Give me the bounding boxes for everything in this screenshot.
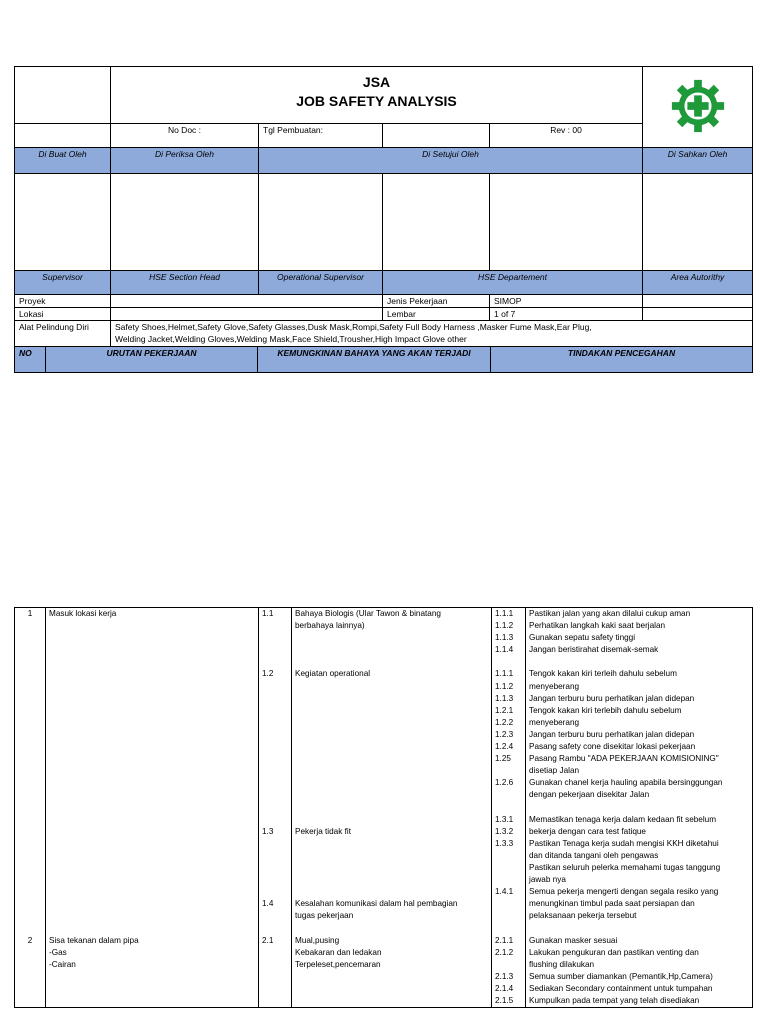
signer-area: Area Autorithy	[643, 271, 753, 295]
signer-supervisor: Supervisor	[15, 271, 111, 295]
col-urutan: URUTAN PEKERJAAN	[46, 347, 258, 373]
step-name: Sisa tekanan dalam pipa -Gas -Cairan	[46, 935, 259, 1008]
action-numbers: 2.1.1 2.1.2 2.1.3 2.1.4 2.1.5	[492, 935, 526, 1008]
signer-hse-dept: HSE Departement	[383, 271, 643, 295]
step-name: Masuk lokasi kerja	[46, 608, 259, 935]
signature-hse-dept-2	[490, 174, 643, 271]
signature-hse-dept-1	[383, 174, 490, 271]
signature-area	[643, 174, 753, 271]
action-numbers: 1.1.1 1.1.2 1.1.3 1.1.4 1.1.1 1.1.2 1.1.3 1.2.1 1.2.2 1.2.3 1.2.4 1.25 1.2.6 1.3.1 1.3.2 1.3.3 1.4.1	[492, 608, 526, 935]
action-descriptions: Gunakan masker sesuai Lakukan pengukuran dan pastikan venting dan flushing dilakukan Semua sumber diamankan (Pemantik,Hp,Camera) Sediakan Secondary containment untuk tumpahan Kumpulkan pada tempat yang telah disediakan	[526, 935, 753, 1008]
col-tindakan: TINDAKAN PENCEGAHAN	[491, 347, 753, 373]
lokasi-label: Lokasi	[15, 308, 111, 321]
col-bahaya: KEMUNGKINAN BAHAYA YANG AKAN TERJADI	[258, 347, 491, 373]
header-left-blank	[15, 67, 111, 124]
signature-op-supervisor	[259, 174, 383, 271]
lokasi-value	[111, 308, 383, 321]
proyek-label: Proyek	[15, 295, 111, 308]
proyek-value	[111, 295, 383, 308]
action-descriptions: Pastikan jalan yang akan dilalui cukup aman Perhatikan langkah kaki saat berjalan Gunakan sepatu safety tinggi Jangan beristirahat disemak-semak Tengok kakan kiri terleih dahulu sebelum menyeberang Jangan terburu buru perhatikan jalan didepan Tengok kakan kiri terlebih dahulu sebelum menyeberang Jangan terburu buru perhatikan jalan didepan Pasang safety cone disekitar lokasi pekerjaan Pasang Rambu "ADA PEKERJAAN KOMISIONING" disetiap Jalan Gunakan chanel kerja hauling apabila bersinggungan dengan pekerjaan disekitar Jalan Memastikan tenaga kerja dalam kedaan fit sebelum bekerja dengan cara test fatique Pastikan Tenaga kerja sudah mengisi KKH diketahui dan ditanda tangani oleh pengawas Pastikan seluruh pelerka memahami tugas tanggung jawab nya Semua pekerja mengerti dengan segala resiko yang menungkinan timbul pada saat persiapan dan pelaksanaan pekerja tersebut	[526, 608, 753, 935]
lembar-label: Lembar	[383, 308, 490, 321]
signer-op-supervisor: Operational Supervisor	[259, 271, 383, 295]
signature-hse-head	[111, 174, 259, 271]
apd-line-2: Welding Jacket,Welding Gloves,Welding Mask,Face Shield,Trousher,High Impact Glove other	[115, 334, 467, 344]
no-doc-label: No Doc :	[111, 124, 259, 148]
rev-label: Rev : 00	[490, 124, 643, 148]
table-row	[15, 935, 753, 1008]
jsa-steps-table	[14, 607, 753, 1008]
jenis-pekerjaan-label: Jenis Pekerjaan	[383, 295, 490, 308]
table-row	[15, 608, 753, 935]
step-number: 1	[15, 608, 46, 935]
apd-label: Alat Pelindung Diri	[15, 321, 111, 347]
disetujui-oleh: Di Setujui Oleh	[259, 148, 643, 174]
lembar-extra	[643, 308, 753, 321]
tgl-value-cell	[383, 124, 490, 148]
jsa-abbrev: JSA	[111, 67, 643, 91]
jsa-header-form	[14, 66, 753, 347]
form-title: JOB SAFETY ANALYSIS	[111, 91, 643, 124]
hazard-numbers: 2.1	[259, 935, 292, 1008]
hazard-numbers: 1.1 1.2 1.3 1.4	[259, 608, 292, 935]
signer-hse-head: HSE Section Head	[111, 271, 259, 295]
disahkan-oleh: Di Sahkan Oleh	[643, 148, 753, 174]
jenis-extra	[643, 295, 753, 308]
step-number: 2	[15, 935, 46, 1008]
diperiksa-oleh: Di Periksa Oleh	[111, 148, 259, 174]
jenis-pekerjaan-value: SIMOP	[490, 295, 643, 308]
tgl-pembuatan-label: Tgl Pembuatan:	[259, 124, 383, 148]
apd-list	[111, 321, 753, 347]
company-logo	[643, 67, 753, 148]
lembar-value: 1 of 7	[490, 308, 643, 321]
column-header-row	[14, 346, 753, 373]
col-no: NO	[15, 347, 46, 373]
hazard-descriptions: Bahaya Biologis (Ular Tawon & binatang berbahaya lainnya) Kegiatan operational Pekerja tidak fit Kesalahan komunikasi dalam hal pembagian tugas pekerjaan	[292, 608, 492, 935]
hazard-descriptions: Mual,pusing Kebakaran dan ledakan Terpeleset,pencemaran	[292, 935, 492, 1008]
dibuat-oleh: Di Buat Oleh	[15, 148, 111, 174]
signature-supervisor	[15, 174, 111, 271]
safety-gear-cross-icon	[669, 77, 727, 135]
doc-blank	[15, 124, 111, 148]
apd-line-1: Safety Shoes,Helmet,Safety Glove,Safety Glasses,Dusk Mask,Rompi,Safety Full Body Harness ,Masker Fume Mask,Ear Plug,	[115, 322, 592, 332]
